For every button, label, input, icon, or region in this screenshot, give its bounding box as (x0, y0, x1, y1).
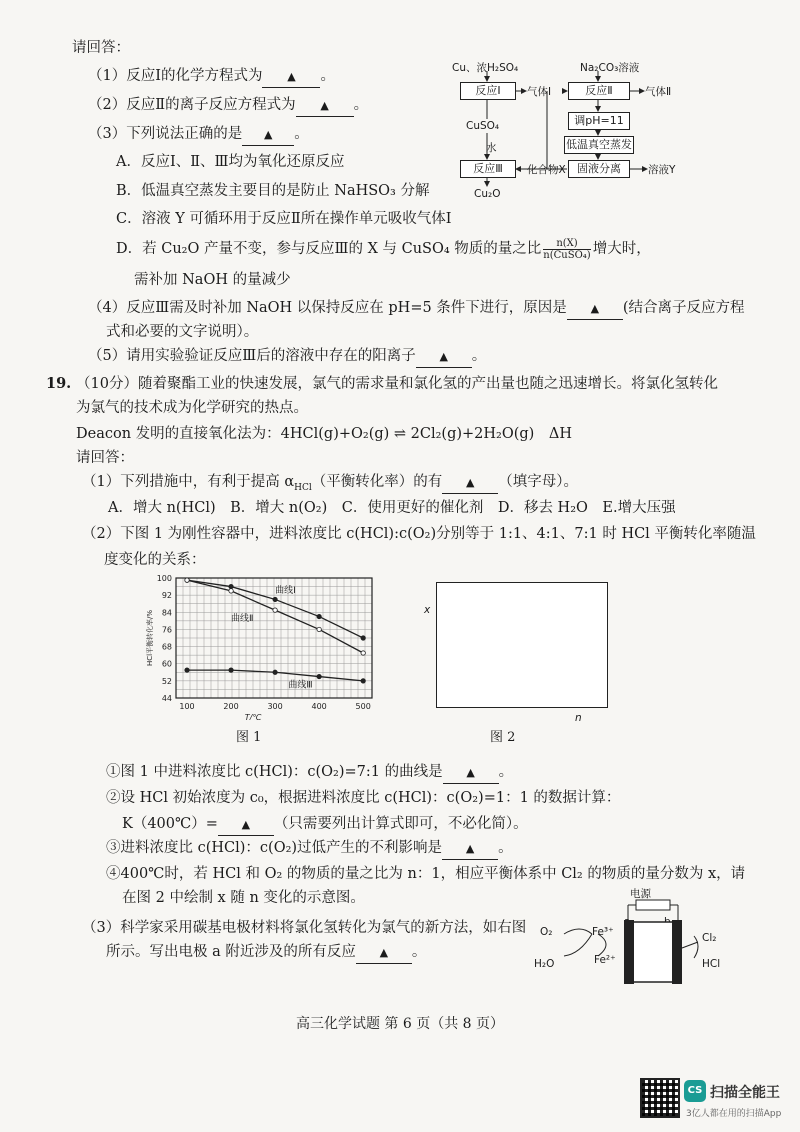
q19-part-1-options: A．增大 n(HCl) B．增大 n(O₂) C．使用更好的催化剂 D．移去 H₂O E.增大压强 (108, 500, 676, 516)
hcl-label: HCl (702, 958, 721, 970)
intro: 请回答： (72, 40, 130, 56)
na2co3-reagent: Na₂CO₃溶液 (580, 62, 640, 74)
o2-label: O₂ (540, 926, 553, 938)
fe2-label: Fe²⁺ (594, 954, 616, 966)
answer-blank[interactable]: ▲ (242, 124, 294, 146)
data-point (317, 627, 321, 631)
x-axis-label: T/℃ (244, 713, 262, 720)
q19-number: 19. (46, 375, 72, 392)
option-d: D．若 Cu₂O 产量不变，参与反应Ⅲ的 X 与 CuSO₄ 物质的量之比 $\frac{n(X)}{\text{n(CuSO₄)}}$ 增大时， (116, 237, 651, 261)
x-tick-label: 100 (179, 702, 195, 711)
reaction-3-box: 反应Ⅲ (460, 160, 516, 178)
reaction-1-box: 反应Ⅰ (460, 82, 516, 100)
fe3-label: Fe³⁺ (592, 926, 614, 938)
data-point (229, 589, 233, 593)
x-tick-label: 200 (223, 702, 239, 711)
q19-part-3-cont: 所示。写出电极 a 附近涉及的所有反应 ▲ 。 (106, 942, 426, 964)
cell-drawing (530, 896, 730, 991)
q19-head-2: 为氯气的技术成为化学研究的热点。 (76, 400, 308, 416)
cu2o-label: Cu₂O (474, 188, 501, 200)
scanner-name: 扫描全能王 (710, 1085, 780, 1101)
question-4-cont: 式和必要的文字说明）。 (106, 324, 259, 340)
scanner-tagline: 3亿人都在用的扫描App (686, 1109, 782, 1119)
data-point (317, 674, 321, 678)
y-tick-label: 76 (161, 625, 172, 635)
data-point (317, 614, 321, 618)
data-point (273, 670, 277, 674)
y-tick-label: 44 (161, 694, 172, 703)
ph-box: 调pH=11 (568, 112, 630, 130)
cuso4-label: CuSO₄ (466, 120, 500, 132)
data-point (185, 668, 189, 672)
data-point (229, 668, 233, 672)
series-label: 曲线Ⅱ (231, 613, 254, 624)
q19-part-1: （1）下列措施中，有利于提高 $\alpha_{HCl}$（平衡转化率）的有 ▲ （填字母）。 (82, 474, 579, 493)
question-4: （4）反应Ⅲ需及时补加 NaOH 以保持反应在 pH=5 条件下进行，原因是 ▲ (结合离子反应方程 (88, 298, 744, 320)
solution-y-label: 溶液Y (648, 164, 676, 176)
data-point (361, 636, 365, 640)
q19-sub-2-k: K（400℃）= ▲ （只需要列出计算式即可，不必化简）。 (122, 814, 528, 836)
answer-blank[interactable]: ▲ (442, 838, 498, 860)
cu-reagent: Cu、浓H₂SO₄ (452, 62, 519, 74)
q19-part-2-cont: 度变化的关系： (104, 552, 206, 568)
q19-part-2: （2）下图 1 为刚性容器中，进料浓度比 c(HCl):c(O₂)分别等于 1:1、4:1、7:1 时 HCl 平衡转化率随温 (82, 526, 756, 542)
answer-blank[interactable]: ▲ (356, 942, 412, 964)
answer-blank[interactable]: ▲ (416, 346, 472, 368)
answer-blank[interactable]: ▲ (296, 95, 354, 117)
x-tick-label: 400 (311, 702, 327, 711)
flow-arrows (440, 55, 700, 215)
data-point (273, 597, 277, 601)
y-tick-label: 84 (161, 608, 172, 618)
y-axis-label: HCl平衡转化率/% (146, 609, 154, 667)
question-2: （2）反应Ⅱ的离子反应方程式为 ▲ 。 (88, 95, 368, 117)
data-point (361, 679, 365, 683)
series-label: 曲线Ⅲ (288, 680, 313, 691)
gas-2-label: 气体Ⅱ (645, 86, 672, 98)
answer-blank[interactable]: ▲ (262, 66, 320, 88)
q19-sub-4-cont: 在图 2 中绘制 x 随 n 变化的示意图。 (122, 890, 365, 906)
water-label: 水 (486, 142, 497, 154)
compound-x-label: 化合物X (527, 164, 566, 176)
figure-2-caption: 图 2 (490, 730, 516, 745)
figure-2-plot-area[interactable] (436, 582, 608, 708)
question-5: （5）请用实验验证反应Ⅲ后的溶液中存在的阳离子 ▲ 。 (88, 346, 486, 368)
option-c: C．溶液 Y 可循环用于反应Ⅱ所在操作单元吸收气体Ⅰ (116, 211, 452, 227)
data-point (273, 608, 277, 612)
cl2-label: Cl₂ (702, 932, 717, 944)
q19-sub-3: ③进料浓度比 c(HCl)：c(O₂)过低产生的不利影响是 ▲ 。 (106, 838, 513, 860)
q19-sub-1: ①图 1 中进料浓度比 c(HCl)：c(O₂)=7:1 的曲线是 ▲ 。 (106, 762, 513, 784)
power-source-label: 电源 (630, 888, 651, 900)
series-label: 曲线Ⅰ (275, 586, 296, 596)
option-a: A．反应Ⅰ、Ⅱ、Ⅲ均为氧化还原反应 (116, 154, 345, 170)
answer-blank[interactable]: ▲ (442, 472, 498, 494)
q19-sub-4: ④400℃时，若 HCl 和 O₂ 的物质的量之比为 n：1，相应平衡体系中 Cl₂ 的物质的量分数为 x，请 (106, 866, 746, 882)
data-point (185, 578, 189, 582)
reaction-2-box: 反应Ⅱ (568, 82, 630, 100)
answer-blank[interactable]: ▲ (218, 814, 274, 836)
y-tick-label: 68 (161, 642, 172, 652)
question-3: （3）下列说法正确的是 ▲ 。 (88, 124, 309, 146)
question-1: （1）反应Ⅰ的化学方程式为 ▲ 。 (88, 66, 335, 88)
deacon-equation: Deacon 发明的直接氧化法为：4HCl(g)+O₂(g) ⇌ 2Cl₂(g)+2H₂O(g) ΔH (76, 426, 572, 442)
q19-head-1: （10分）随着聚酯工业的快速发展，氯气的需求量和氯化氢的产出量也随之迅速增长。将氯化氢转化 (76, 376, 718, 392)
answer-blank[interactable]: ▲ (567, 298, 623, 320)
data-point (361, 651, 365, 655)
x-tick-label: 500 (355, 702, 371, 711)
q19-part-3: （3）科学家采用碳基电极材料将氯化氢转化为氯气的新方法，如右图 (82, 920, 527, 936)
y-tick-label: 100 (156, 574, 172, 583)
filtration-box: 固液分离 (568, 160, 630, 178)
data-point (229, 584, 233, 588)
q19-ask: 请回答： (76, 450, 134, 466)
page-footer: 高三化学试题 第 6 页（共 8 页） (295, 1016, 505, 1032)
figure-2-x-label: n (575, 712, 582, 724)
figure-1-caption: 图 1 (236, 730, 262, 745)
option-d-cont: 需补加 NaOH 的量减少 (134, 272, 291, 288)
qr-code (640, 1078, 680, 1118)
camscanner-logo: CS (684, 1080, 706, 1102)
h2o-label: H₂O (534, 958, 555, 970)
x-tick-label: 300 (267, 702, 283, 711)
q19-sub-2: ②设 HCl 初始浓度为 c₀，根据进料浓度比 c(HCl)：c(O₂)=1：1 的数据计算： (106, 790, 621, 806)
figure-1-chart (140, 570, 390, 720)
option-b: B．低温真空蒸发主要目的是防止 NaHSO₃ 分解 (116, 183, 430, 199)
gas-1-label: 气体Ⅰ (527, 86, 552, 98)
figure-2-y-label: x (424, 604, 431, 616)
ratio-fraction: $\frac{n(X)}{\text{n(CuSO₄)}}$ (543, 237, 591, 261)
evaporation-box: 低温真空蒸发 (564, 136, 634, 154)
y-tick-label: 52 (161, 676, 172, 686)
answer-blank[interactable]: ▲ (443, 762, 499, 784)
y-tick-label: 92 (161, 591, 172, 601)
y-tick-label: 60 (161, 659, 172, 669)
